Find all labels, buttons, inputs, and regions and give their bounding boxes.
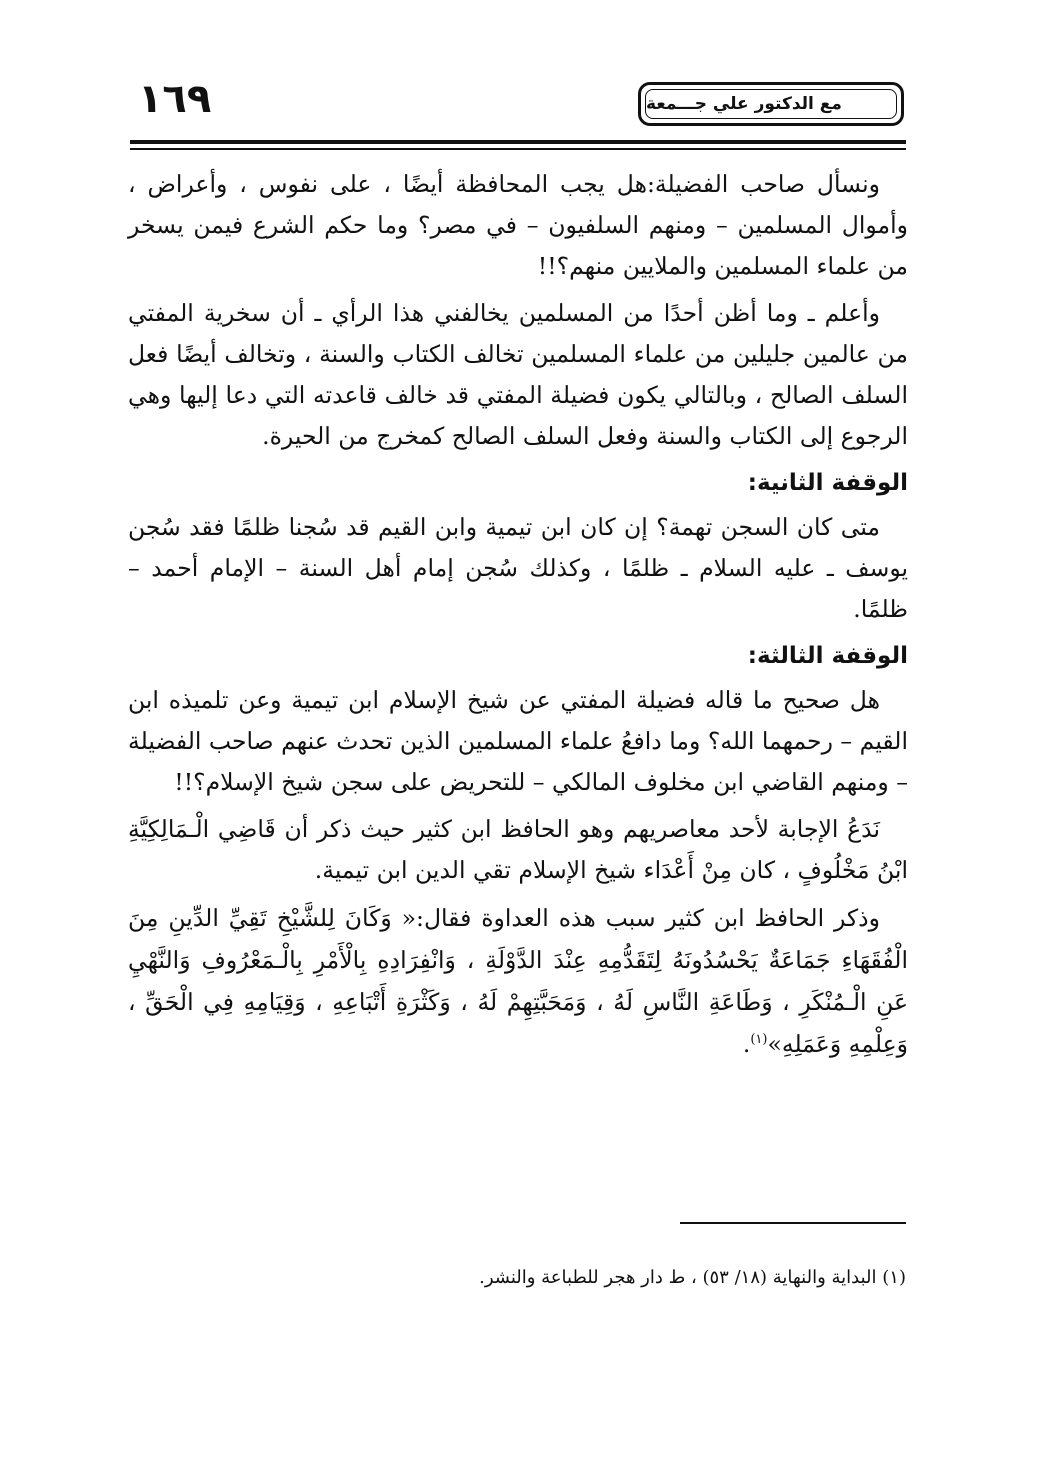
section-heading-third: الوقفة الثالثة:: [747, 643, 908, 669]
body-text: [128, 164, 908, 1071]
quote-end-period: .: [742, 1030, 751, 1058]
paragraph-1: ونسأل صاحب الفضيلة:هل يجب المحافظة أيضًا ، على نفوس ، وأعراض ، وأموال المسلمين – ومنهم السلفيون – في مصر؟ وما حكم الشرع فيمن يسخر من علماء المسلمين والملايين منهم؟!!: [128, 170, 908, 280]
quote-text: وذكر الحافظ ابن كثير سبب هذه العداوة فقال:« وَكَانَ لِلشَّيْخِ تَقِيِّ الدِّينِ مِنَ الْفُقَهَاءِ جَمَاعَةٌ يَحْسُدُونَهُ لِتَقَدُّمِهِ عِنْدَ الدَّوْلَةِ ، وَانْفِرَادِهِ بِالْأَمْرِ بِالْـمَعْرُوفِ وَالنَّهْيِ عَنِ الْـمُنْكَرِ ، وَطَاعَةِ النَّاسِ لَهُ ، وَمَحَبَّتِهِمْ لَهُ ، وَكَثْرَةِ أَتْبَاعِهِ ، وَقِيَامِهِ فِي الْحَقِّ ، وَعِلْمِهِ وَعَمَلِهِ»: [128, 904, 908, 1058]
paragraph-2: وأعلم ـ وما أظن أحدًا من المسلمين يخالفني هذا الرأي ـ أن سخرية المفتي من عالمين جليلين من علماء المسلمين تخالف الكتاب والسنة ، وتخالف أيضًا فعل السلف الصالح ، وبالتالي يكون فضيلة المفتي قد خالف قاعدته التي دعا إليها وهي الرجوع إلى الكتاب والسنة وفعل السلف الصالح كمخرج من الحيرة.: [128, 299, 908, 450]
paragraph-4: هل صحيح ما قاله فضيلة المفتي عن شيخ الإسلام ابن تيمية وعن تلميذه ابن القيم – رحمهما الله؟ وما دافعُ علماء المسلمين الذين تحدث عنهم صاحب الفضيلة – ومنهم القاضي ابن مخلوف المالكي – للتحريض على سجن شيخ الإسلام؟!!: [128, 686, 908, 796]
running-title: مع الدكتور علي جـــمعة: [645, 89, 897, 119]
header-rule-thick: [130, 140, 906, 144]
section-heading-second: الوقفة الثانية:: [747, 470, 908, 496]
running-title-box: [638, 82, 904, 126]
footnote: (١) البداية والنهاية (١٨/ ٥٣) ، ط دار هجر للطباعة والنشر.: [479, 1267, 906, 1288]
footnote-separator: [680, 1222, 906, 1224]
paragraph-5: نَدَعُ الإجابة لأحد معاصريهم وهو الحافظ ابن كثير حيث ذكر أن قَاضِي الْـمَالِكِيَّةِ ابْنُ مَخْلُوفٍ ، كان مِنْ أَعْدَاء شيخ الإسلام تقي الدين ابن تيمية.: [128, 815, 908, 884]
footnote-reference: (١): [750, 1032, 768, 1048]
paragraph-6: [128, 897, 908, 1065]
paragraph-3: متى كان السجن تهمة؟ إن كان ابن تيمية وابن القيم قد سُجنا ظلمًا فقد سُجن يوسف ـ عليه السلام ـ ظلمًا ، وكذلك سُجن إمام أهل السنة – الإمام أحمد – ظلمًا.: [128, 513, 908, 623]
header-rule-thin: [130, 148, 906, 150]
page-number: ١٦٩: [138, 76, 212, 122]
